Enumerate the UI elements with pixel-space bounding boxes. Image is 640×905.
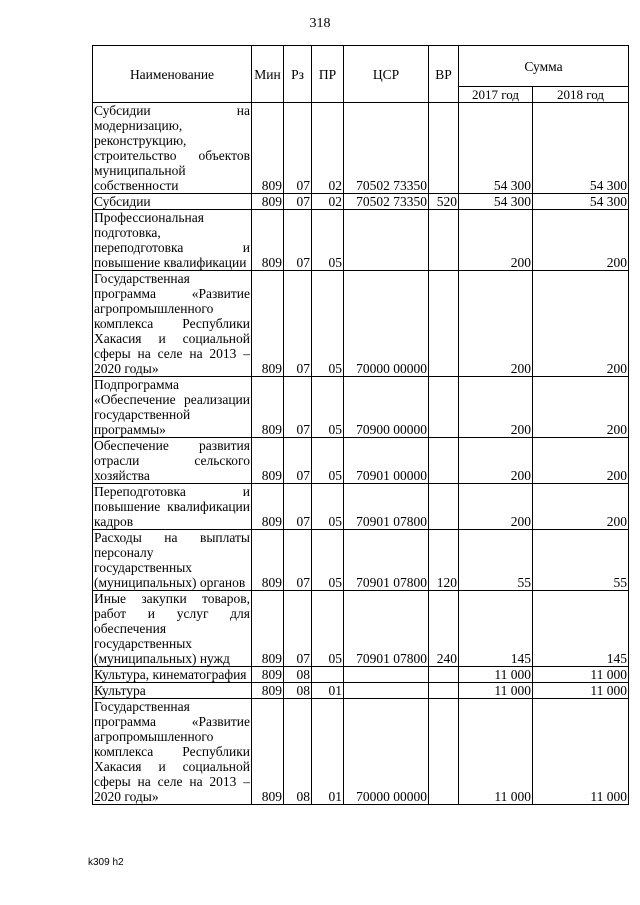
row-min: 809 <box>252 667 284 683</box>
row-amount-2018: 200 <box>533 210 629 271</box>
row-name: Профессиональная подготовка, переподготовка и повышение квалификации <box>94 210 250 270</box>
table-row <box>93 699 629 805</box>
row-vr <box>429 103 459 194</box>
row-amount-2017: 11 000 <box>459 667 533 683</box>
table-row <box>93 530 629 591</box>
row-name: Государственная программа «Развитие агропромышленного комплекса Республики Хакасия и социальной сферы на селе на 2013 – 2020 годы» <box>94 271 250 376</box>
row-amount-2018: 200 <box>533 484 629 530</box>
header-sum: Сумма <box>459 46 629 87</box>
row-amount-2017: 200 <box>459 484 533 530</box>
row-name: Обеспечение развития отрасли сельского хозяйства <box>94 438 250 483</box>
row-rz: 07 <box>284 591 312 667</box>
row-amount-2017: 55 <box>459 530 533 591</box>
row-amount-2018: 54 300 <box>533 103 629 194</box>
row-vr <box>429 438 459 484</box>
row-rz: 07 <box>284 438 312 484</box>
row-amount-2018: 11 000 <box>533 683 629 699</box>
row-pr: 05 <box>312 210 344 271</box>
row-amount-2017: 200 <box>459 210 533 271</box>
header-min: Мин <box>252 46 284 103</box>
row-amount-2018: 11 000 <box>533 667 629 683</box>
row-pr: 05 <box>312 377 344 438</box>
row-vr <box>429 667 459 683</box>
row-vr <box>429 699 459 805</box>
row-name: Субсидии <box>93 194 252 210</box>
row-vr <box>429 484 459 530</box>
row-amount-2018: 145 <box>533 591 629 667</box>
row-pr: 01 <box>312 683 344 699</box>
table-row <box>93 377 629 438</box>
table-body <box>93 103 629 805</box>
row-min: 809 <box>252 683 284 699</box>
row-amount-2018: 55 <box>533 530 629 591</box>
row-pr: 02 <box>312 194 344 210</box>
row-rz: 08 <box>284 667 312 683</box>
table-row <box>93 271 629 377</box>
row-rz: 08 <box>284 699 312 805</box>
row-amount-2017: 54 300 <box>459 194 533 210</box>
row-vr <box>429 683 459 699</box>
row-amount-2017: 200 <box>459 377 533 438</box>
header-csr: ЦСР <box>344 46 429 103</box>
header-rz: Рз <box>284 46 312 103</box>
table-row <box>93 103 629 194</box>
row-rz: 07 <box>284 210 312 271</box>
row-name: Подпрограмма «Обеспечение реализации государственной программы» <box>94 377 250 437</box>
row-amount-2017: 200 <box>459 438 533 484</box>
row-csr: 70901 00000 <box>344 438 429 484</box>
row-min: 809 <box>252 484 284 530</box>
row-min: 809 <box>252 591 284 667</box>
row-amount-2017: 200 <box>459 271 533 377</box>
row-pr: 05 <box>312 271 344 377</box>
row-amount-2018: 200 <box>533 438 629 484</box>
row-name: Государственная программа «Развитие агропромышленного комплекса Республики Хакасия и социальной сферы на селе на 2013 – 2020 годы» <box>94 699 250 804</box>
row-amount-2017: 54 300 <box>459 103 533 194</box>
header-pr: ПР <box>312 46 344 103</box>
row-vr: 240 <box>429 591 459 667</box>
table-row <box>93 484 629 530</box>
header-year-2017: 2017 год <box>459 87 533 103</box>
row-name: Культура, кинематография <box>93 667 252 683</box>
row-amount-2018: 54 300 <box>533 194 629 210</box>
row-csr: 70502 73350 <box>344 194 429 210</box>
row-rz: 07 <box>284 271 312 377</box>
row-min: 809 <box>252 194 284 210</box>
row-rz: 07 <box>284 194 312 210</box>
header-vr: ВР <box>429 46 459 103</box>
row-vr: 120 <box>429 530 459 591</box>
row-amount-2017: 11 000 <box>459 699 533 805</box>
row-amount-2018: 200 <box>533 377 629 438</box>
row-csr: 70901 07800 <box>344 484 429 530</box>
row-amount-2018: 200 <box>533 271 629 377</box>
table-row <box>93 683 629 699</box>
row-pr: 02 <box>312 103 344 194</box>
row-pr: 05 <box>312 591 344 667</box>
row-csr: 70000 00000 <box>344 271 429 377</box>
row-min: 809 <box>252 530 284 591</box>
row-csr: 70901 07800 <box>344 530 429 591</box>
row-rz: 07 <box>284 530 312 591</box>
row-rz: 07 <box>284 484 312 530</box>
table-row <box>93 438 629 484</box>
row-pr: 05 <box>312 484 344 530</box>
row-vr <box>429 271 459 377</box>
row-amount-2018: 11 000 <box>533 699 629 805</box>
row-rz: 08 <box>284 683 312 699</box>
page-number: 318 <box>309 16 331 31</box>
row-pr <box>312 667 344 683</box>
row-vr: 520 <box>429 194 459 210</box>
row-amount-2017: 145 <box>459 591 533 667</box>
row-name: Культура <box>93 683 252 699</box>
row-name: Переподготовка и повышение квалификации кадров <box>94 484 250 529</box>
header-year-2018: 2018 год <box>533 87 629 103</box>
row-vr <box>429 377 459 438</box>
row-name: Расходы на выплаты персоналу государственных (муниципальных) органов <box>94 530 250 590</box>
row-csr: 70901 07800 <box>344 591 429 667</box>
table-row <box>93 194 629 210</box>
header-name: Наименование <box>93 46 252 103</box>
row-csr <box>344 667 429 683</box>
table-row <box>93 210 629 271</box>
row-min: 809 <box>252 103 284 194</box>
row-pr: 05 <box>312 530 344 591</box>
row-rz: 07 <box>284 377 312 438</box>
row-amount-2017: 11 000 <box>459 683 533 699</box>
row-csr <box>344 210 429 271</box>
row-pr: 01 <box>312 699 344 805</box>
row-vr <box>429 210 459 271</box>
row-min: 809 <box>252 699 284 805</box>
row-name: Иные закупки товаров, работ и услуг для обеспечения государственных (муниципальных) нужд <box>94 591 250 666</box>
row-min: 809 <box>252 271 284 377</box>
row-csr: 70502 73350 <box>344 103 429 194</box>
table-row <box>93 591 629 667</box>
budget-table <box>92 45 629 805</box>
row-csr: 70000 00000 <box>344 699 429 805</box>
row-rz: 07 <box>284 103 312 194</box>
table-row <box>93 667 629 683</box>
row-pr: 05 <box>312 438 344 484</box>
row-min: 809 <box>252 210 284 271</box>
row-csr: 70900 00000 <box>344 377 429 438</box>
footer-mark: k309 h2 <box>88 857 124 868</box>
row-name: Субсидии на модернизацию, реконструкцию, строительство объектов муниципальной собственности <box>94 103 250 193</box>
row-csr <box>344 683 429 699</box>
row-min: 809 <box>252 377 284 438</box>
row-min: 809 <box>252 438 284 484</box>
